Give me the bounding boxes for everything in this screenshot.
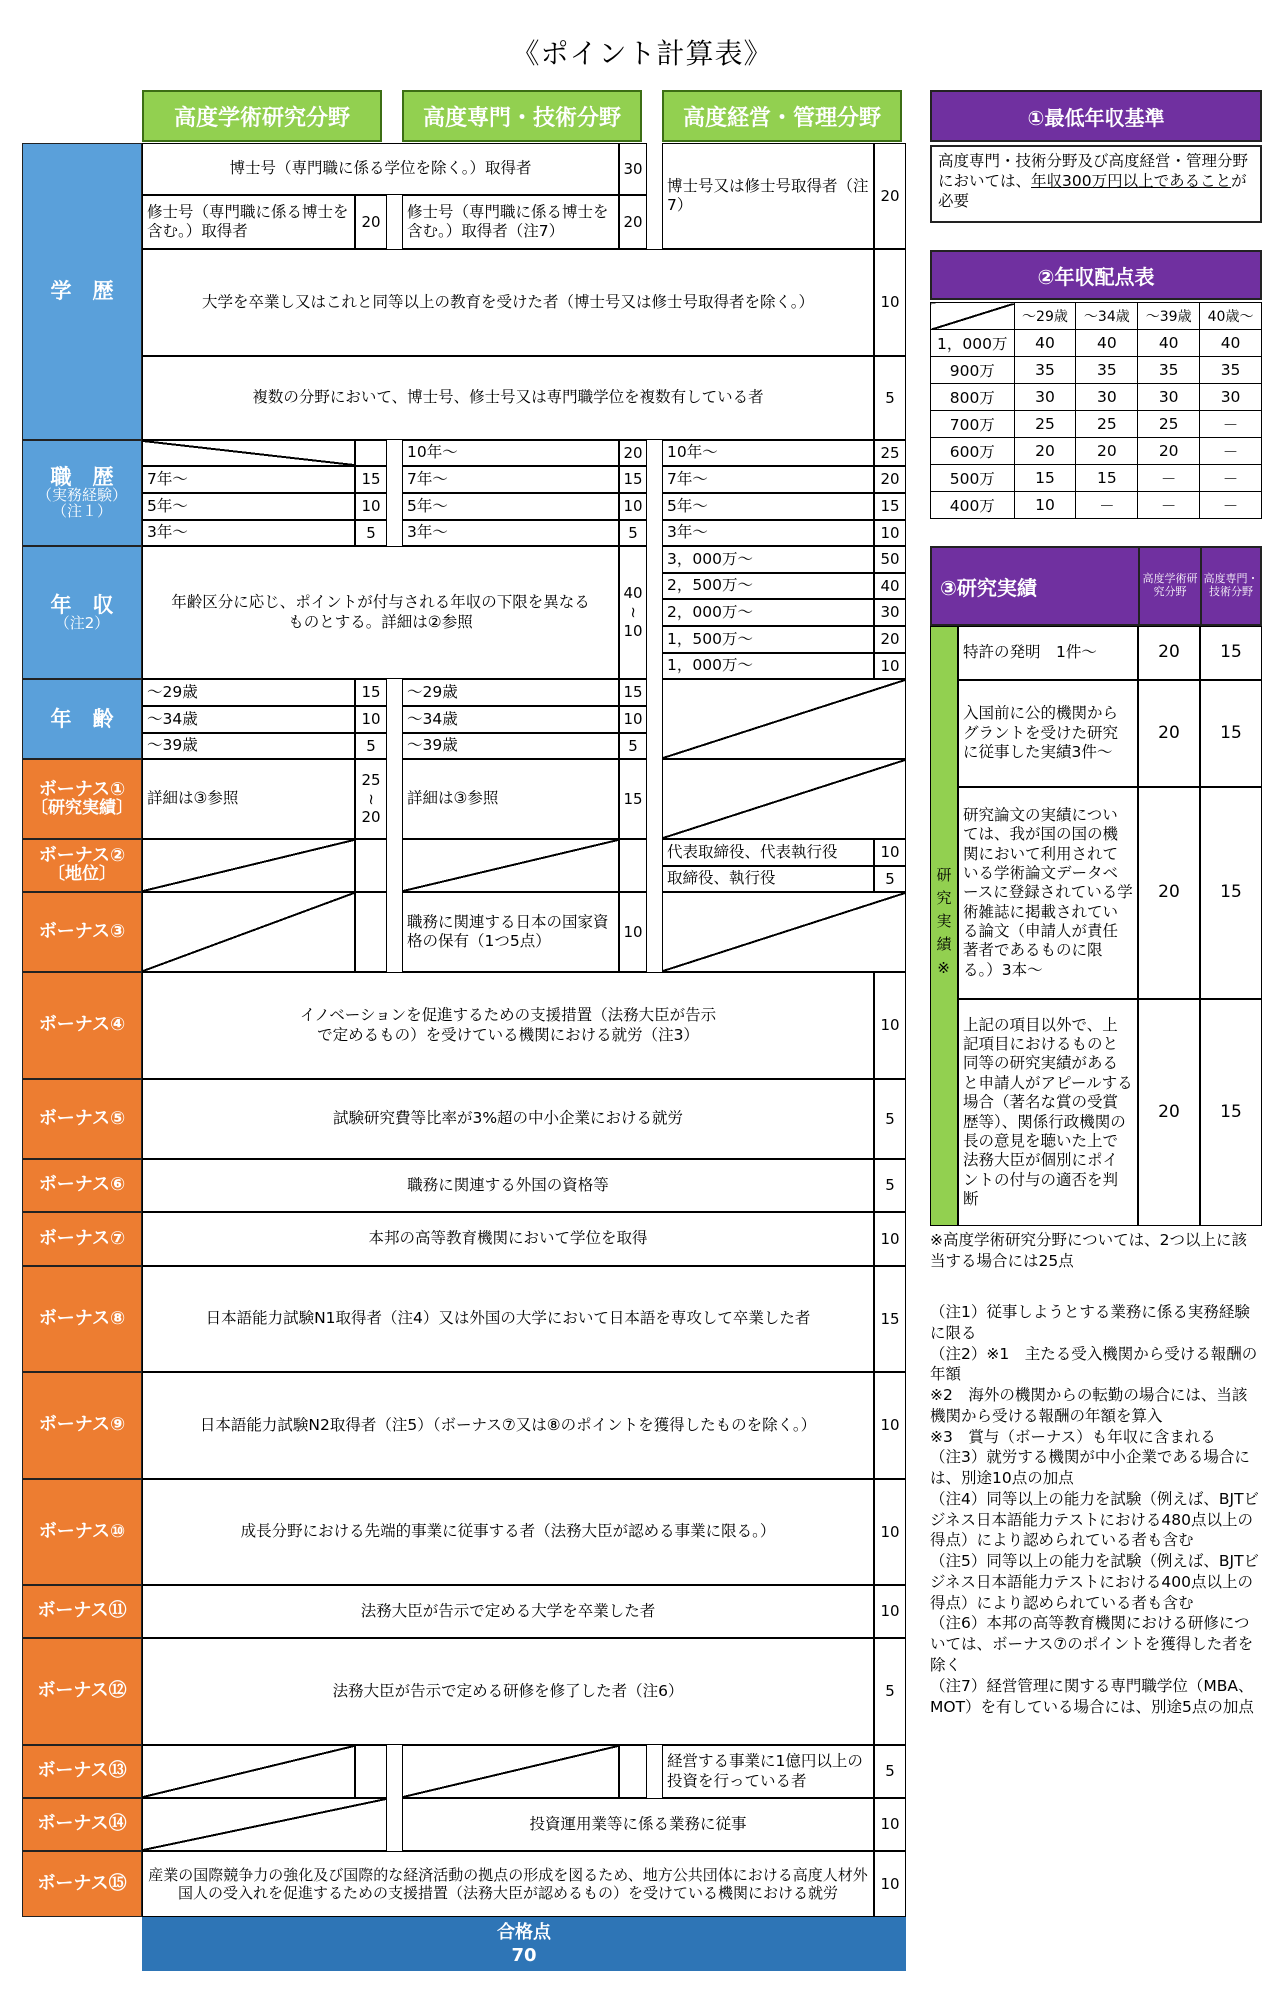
table-cell: － xyxy=(1138,492,1200,519)
career-b-points: 10 xyxy=(619,493,647,520)
bonus2-b-empty-pt xyxy=(619,839,647,892)
panel3-side-label-wrap xyxy=(930,626,958,1226)
bonus9-text: 日本語能力試験N2取得者（注5）（ボーナス⑦又は⑧のポイントを獲得したものを除く。） xyxy=(142,1372,874,1479)
bonus12-points: 5 xyxy=(874,1638,906,1745)
income-c-row: 2，000万～ xyxy=(662,599,874,626)
career-c-row: 10年～ xyxy=(662,440,874,466)
table-cell: 25 xyxy=(1014,411,1076,438)
bonus5-text: 試験研究費等比率が3%超の中小企業における就労 xyxy=(142,1079,874,1159)
bonus2-a-empty xyxy=(142,839,355,892)
income-points-range: 40 ~ 10 xyxy=(619,546,647,679)
age-b-points: 15 xyxy=(619,679,647,706)
panel1-underline: 年収300万円以上であること xyxy=(1031,172,1232,191)
income-desc: 年齢区分に応じ、ポイントが付与される年収の下限を異なるものとする。詳細は②参照 xyxy=(142,546,619,679)
table-cell: 1，000万 xyxy=(931,330,1015,357)
table-cell: 20 xyxy=(1138,438,1200,465)
category-income: 年 収 （注2） xyxy=(22,546,142,679)
career-b-row: 10年～ xyxy=(402,440,619,466)
research-row-label: 上記の項目以外で、上記項目におけるものと同等の研究実績があると申請人がアピールする場合（著名な賞の受賞歴等）、関係行政機関の長の意見を聴いた上で法務大臣が個別にポイントの付与の適否を判断 xyxy=(958,999,1138,1226)
note-item: （注2）※1 主たる受入機関から受ける報酬の年額 xyxy=(930,1344,1258,1384)
table-row xyxy=(931,438,1262,465)
income-c-points: 10 xyxy=(874,653,906,679)
career-a-points: 15 xyxy=(355,466,387,493)
career-c-points: 20 xyxy=(874,466,906,493)
bonus13-text: 経営する事業に1億円以上の投資を行っている者 xyxy=(662,1745,874,1798)
income-c-points: 20 xyxy=(874,626,906,653)
income-score-table xyxy=(930,302,1262,519)
table-cell: 40 xyxy=(1014,330,1076,357)
table-cell: － xyxy=(1200,411,1262,438)
edu-master2-points: 20 xyxy=(619,195,647,249)
table-cell: 30 xyxy=(1200,384,1262,411)
category-bonus-9: ボーナス⑨ xyxy=(22,1372,142,1479)
table-cell: 10 xyxy=(1014,492,1076,519)
category-bonus-4: ボーナス④ xyxy=(22,972,142,1079)
tab-technical: 高度専門・技術分野 xyxy=(402,90,642,142)
category-bonus-8: ボーナス⑧ xyxy=(22,1266,142,1372)
bonus13-b-empty-pt xyxy=(619,1745,647,1798)
research-row-points-b: 15 xyxy=(1200,680,1262,787)
career-c-row: 5年～ xyxy=(662,493,874,520)
table-cell: 15 xyxy=(1014,465,1076,492)
table-cell: 900万 xyxy=(931,357,1015,384)
bonus5-points: 5 xyxy=(874,1079,906,1159)
note-item: （注6）本邦の高等教育機関における研修については、ボーナス⑦のポイントを獲得した者を除く xyxy=(930,1614,1254,1675)
bonus13-a-empty-pt xyxy=(355,1745,387,1798)
career-c-row: 7年～ xyxy=(662,466,874,493)
note-item: （注7）経営管理に関する専門職学位（MBA、MOT）を有している場合には、別途5点の加点 xyxy=(930,1676,1254,1716)
career-b-points: 15 xyxy=(619,466,647,493)
category-bonus-10: ボーナス⑩ xyxy=(22,1479,142,1585)
panel3-title: ③研究実績 xyxy=(930,546,1138,626)
bonus3-a-empty-pt xyxy=(355,892,387,972)
edu-master-label: 修士号（専門職に係る博士を含む。）取得者 xyxy=(142,195,355,249)
table-header: 40歳～ xyxy=(1200,303,1262,330)
note-item: （注5）同等以上の能力を試験（例えば、BJTビジネス日本語能力テストにおける400点以上の得点）により認められている者も含む xyxy=(930,1552,1260,1612)
panel3-header-academic: 高度学術研究分野 xyxy=(1138,546,1200,626)
bonus1-a-points: 25 ~ 20 xyxy=(355,759,387,839)
category-education: 学 歴 xyxy=(22,143,142,440)
panel3-header-technical: 高度専門・技術分野 xyxy=(1200,546,1262,626)
age-b-row: ～29歳 xyxy=(402,679,619,706)
category-bonus-11: ボーナス⑪ xyxy=(22,1585,142,1638)
table-cell: 600万 xyxy=(931,438,1015,465)
research-row-label: 入国前に公的機関からグラントを受けた研究に従事した実績3件～ xyxy=(958,680,1138,787)
bonus7-text: 本邦の高等教育機関において学位を取得 xyxy=(142,1212,874,1266)
age-a-row: ～39歳 xyxy=(142,733,355,759)
table-header-row xyxy=(931,303,1262,330)
career-b-points: 5 xyxy=(619,520,647,546)
category-bonus-13: ボーナス⑬ xyxy=(22,1745,142,1798)
research-row-label: 研究論文の実績については、我が国の国の機関において利用されている学術論文データベースに登録されている学術雑誌に掲載されている論文（申請人が責任著者であるものに限る。）3本～ xyxy=(958,787,1138,999)
edu-doctor-label: 博士号（専門職に係る学位を除く。）取得者 xyxy=(142,143,619,195)
bonus14-a-empty xyxy=(142,1798,387,1851)
research-row-points-a: 20 xyxy=(1138,999,1200,1226)
table-cell: 700万 xyxy=(931,411,1015,438)
career-b-points: 20 xyxy=(619,440,647,466)
bonus8-text: 日本語能力試験N1取得者（注4）又は外国の大学において日本語を専攻して卒業した者 xyxy=(142,1266,874,1372)
career-b-row: 5年～ xyxy=(402,493,619,520)
edu-mgmt-label: 博士号又は修士号取得者（注7） xyxy=(662,143,874,249)
career-a-row: 3年～ xyxy=(142,520,355,546)
bonus15-points: 10 xyxy=(874,1851,906,1917)
table-row xyxy=(931,492,1262,519)
table-cell: 20 xyxy=(1076,438,1138,465)
career-c-points: 15 xyxy=(874,493,906,520)
age-a-points: 10 xyxy=(355,706,387,733)
table-cell: 40 xyxy=(1138,330,1200,357)
table-cell: 40 xyxy=(1076,330,1138,357)
career-a-row: 7年～ xyxy=(142,466,355,493)
bonus3-b-points: 10 xyxy=(619,892,647,972)
research-row-points-a: 20 xyxy=(1138,626,1200,680)
research-row-points-b: 15 xyxy=(1200,999,1262,1226)
career-a-points: 5 xyxy=(355,520,387,546)
bonus11-text: 法務大臣が告示で定める大学を卒業した者 xyxy=(142,1585,874,1638)
table-cell: － xyxy=(1200,465,1262,492)
table-cell: 30 xyxy=(1138,384,1200,411)
category-bonus-7: ボーナス⑦ xyxy=(22,1212,142,1266)
table-row xyxy=(931,465,1262,492)
table-header: ～34歳 xyxy=(1076,303,1138,330)
research-row-label: 特許の発明 1件～ xyxy=(958,626,1138,680)
age-c-empty xyxy=(662,679,906,759)
age-a-points: 5 xyxy=(355,733,387,759)
age-a-points: 15 xyxy=(355,679,387,706)
table-corner xyxy=(931,303,1015,330)
bonus13-b-empty xyxy=(402,1745,619,1798)
panel2-table-wrap xyxy=(930,302,1262,519)
income-c-row: 2，500万～ xyxy=(662,573,874,599)
research-row-points-b: 15 xyxy=(1200,787,1262,999)
bonus9-points: 10 xyxy=(874,1372,906,1479)
research-row-points-b: 15 xyxy=(1200,626,1262,680)
table-header: ～39歳 xyxy=(1138,303,1200,330)
edu-doctor-points: 30 xyxy=(619,143,647,195)
bonus3-a-empty xyxy=(142,892,355,972)
table-cell: 15 xyxy=(1076,465,1138,492)
page-title: 《ポイント計算表》 xyxy=(511,37,773,70)
bonus3-b-text: 職務に関連する日本の国家資格の保有（1つ5点） xyxy=(402,892,619,972)
category-bonus-14: ボーナス⑭ xyxy=(22,1798,142,1851)
career-c-row: 3年～ xyxy=(662,520,874,546)
category-age: 年 齢 xyxy=(22,679,142,759)
career-a-row: 5年～ xyxy=(142,493,355,520)
category-bonus-1: ボーナス① 〔研究実績〕 xyxy=(22,759,142,839)
bonus14-text: 投資運用業等に係る業務に従事 xyxy=(402,1798,874,1851)
table-cell: 25 xyxy=(1138,411,1200,438)
bonus2-a-empty-pt xyxy=(355,839,387,892)
career-a-empty-pt xyxy=(355,440,387,466)
bonus13-points: 5 xyxy=(874,1745,906,1798)
research-row-points-a: 20 xyxy=(1138,787,1200,999)
bonus7-points: 10 xyxy=(874,1212,906,1266)
research-row-points-a: 20 xyxy=(1138,680,1200,787)
note-item: ※3 賞与（ボーナス）も年収に含まれる xyxy=(930,1427,1216,1446)
bonus6-points: 5 xyxy=(874,1159,906,1212)
table-cell: － xyxy=(1200,438,1262,465)
table-row xyxy=(931,330,1262,357)
panel2-title: ②年収配点表 xyxy=(930,250,1262,300)
bonus2-c-points: 10 xyxy=(874,839,906,866)
career-c-points: 10 xyxy=(874,520,906,546)
table-cell: 35 xyxy=(1138,357,1200,384)
tab-academic: 高度学術研究分野 xyxy=(142,90,382,142)
career-b-row: 7年～ xyxy=(402,466,619,493)
edu-master2-label: 修士号（専門職に係る博士を含む。）取得者（注7） xyxy=(402,195,619,249)
category-bonus-5: ボーナス⑤ xyxy=(22,1079,142,1159)
bonus1-c-empty xyxy=(662,759,906,839)
bonus3-c-empty xyxy=(662,892,906,972)
bonus2-c-points: 5 xyxy=(874,866,906,892)
table-cell: 35 xyxy=(1076,357,1138,384)
bonus15-text: 産業の国際競争力の強化及び国際的な経済活動の拠点の形成を図るため、地方公共団体における高度人材外国人の受入れを促進するための支援措置（法務大臣が認めるもの）を受けている機関における就労 xyxy=(142,1851,874,1917)
passing-score-label: 合格点 xyxy=(497,1921,551,1943)
bonus4-text: イノベーションを促進するための支援措置（法務大臣が告示で定めるもの）を受けている機関における就労（注3） xyxy=(142,972,874,1079)
edu-multi-points: 5 xyxy=(874,356,906,440)
table-cell: 20 xyxy=(1014,438,1076,465)
table-cell: 35 xyxy=(1014,357,1076,384)
category-bonus-12: ボーナス⑫ xyxy=(22,1638,142,1745)
age-a-row: ～29歳 xyxy=(142,679,355,706)
bonus2-b-empty xyxy=(402,839,619,892)
career-a-points: 10 xyxy=(355,493,387,520)
edu-univ-points: 10 xyxy=(874,249,906,356)
table-cell: 500万 xyxy=(931,465,1015,492)
bonus4-points: 10 xyxy=(874,972,906,1079)
table-cell: － xyxy=(1138,465,1200,492)
table-row xyxy=(931,411,1262,438)
career-a-empty xyxy=(142,440,355,466)
bonus1-b-text: 詳細は③参照 xyxy=(402,759,619,839)
bonus6-text: 職務に関連する外国の資格等 xyxy=(142,1159,874,1212)
bonus11-points: 10 xyxy=(874,1585,906,1638)
age-b-row: ～34歳 xyxy=(402,706,619,733)
age-a-row: ～34歳 xyxy=(142,706,355,733)
table-cell: 30 xyxy=(1014,384,1076,411)
notes-list xyxy=(930,1302,1262,1717)
note-item: （注1）従事しようとする業務に係る実務経験に限る xyxy=(930,1303,1250,1342)
table-row xyxy=(931,357,1262,384)
bonus1-a-text: 詳細は③参照 xyxy=(142,759,355,839)
edu-multi-label: 複数の分野において、博士号、修士号又は専門職学位を複数有している者 xyxy=(142,356,874,440)
note-item: （注4）同等以上の能力を試験（例えば、BJTビジネス日本語能力テストにおける480点以上の得点）により認められている者も含む xyxy=(930,1489,1260,1550)
income-c-points: 40 xyxy=(874,573,906,599)
panel3-side-label: 研究実績※ xyxy=(934,867,953,985)
panel3-footnote: ※高度学術研究分野については、2つ以上に該当する場合には25点 xyxy=(930,1231,1248,1270)
table-row xyxy=(931,384,1262,411)
bonus10-text: 成長分野における先端的事業に従事する者（法務大臣が認める事業に限る。） xyxy=(142,1479,874,1585)
age-b-points: 5 xyxy=(619,733,647,759)
panel1-body: 高度専門・技術分野及び高度経営・管理分野においては、年収300万円以上であることが必要 xyxy=(930,145,1262,223)
passing-score xyxy=(142,1917,906,1971)
table-cell: 800万 xyxy=(931,384,1015,411)
table-header: ～29歳 xyxy=(1014,303,1076,330)
age-b-row: ～39歳 xyxy=(402,733,619,759)
passing-score-value: 70 xyxy=(511,1945,537,1966)
age-b-points: 10 xyxy=(619,706,647,733)
bonus13-a-empty xyxy=(142,1745,355,1798)
bonus14-points: 10 xyxy=(874,1798,906,1851)
table-cell: － xyxy=(1200,492,1262,519)
table-cell: 40 xyxy=(1200,330,1262,357)
edu-mgmt-points: 20 xyxy=(874,143,906,249)
bonus10-points: 10 xyxy=(874,1479,906,1585)
note-item: （注3）就労する機関が中小企業である場合には、別途10点の加点 xyxy=(930,1448,1250,1488)
table-cell: 35 xyxy=(1200,357,1262,384)
category-bonus-2: ボーナス② 〔地位〕 xyxy=(22,839,142,892)
tab-management: 高度経営・管理分野 xyxy=(662,90,902,142)
career-c-points: 25 xyxy=(874,440,906,466)
income-c-row: 1，000万～ xyxy=(662,653,874,679)
note-item: ※2 海外の機関からの転勤の場合には、当該機関から受ける報酬の年額を算入 xyxy=(930,1386,1248,1425)
bonus2-c-row: 取締役、執行役 xyxy=(662,866,874,892)
table-cell: 400万 xyxy=(931,492,1015,519)
bonus2-c-row: 代表取締役、代表執行役 xyxy=(662,839,874,866)
income-c-points: 50 xyxy=(874,546,906,573)
bonus12-text: 法務大臣が告示で定める研修を修了した者（注6） xyxy=(142,1638,874,1745)
bonus1-b-points: 15 xyxy=(619,759,647,839)
income-c-row: 1，500万～ xyxy=(662,626,874,653)
category-career: 職 歴 （実務経験） （注１） xyxy=(22,440,142,546)
category-bonus-6: ボーナス⑥ xyxy=(22,1159,142,1212)
edu-master-points: 20 xyxy=(355,195,387,249)
panel1-title: ①最低年収基準 xyxy=(930,90,1262,142)
income-c-points: 30 xyxy=(874,599,906,626)
category-bonus-15: ボーナス⑮ xyxy=(22,1851,142,1917)
edu-univ-label: 大学を卒業し又はこれと同等以上の教育を受けた者（博士号又は修士号取得者を除く。） xyxy=(142,249,874,356)
category-bonus-3: ボーナス③ xyxy=(22,892,142,972)
income-c-row: 3，000万～ xyxy=(662,546,874,573)
table-cell: 30 xyxy=(1076,384,1138,411)
table-cell: 25 xyxy=(1076,411,1138,438)
table-cell: － xyxy=(1076,492,1138,519)
career-b-row: 3年～ xyxy=(402,520,619,546)
bonus8-points: 15 xyxy=(874,1266,906,1372)
